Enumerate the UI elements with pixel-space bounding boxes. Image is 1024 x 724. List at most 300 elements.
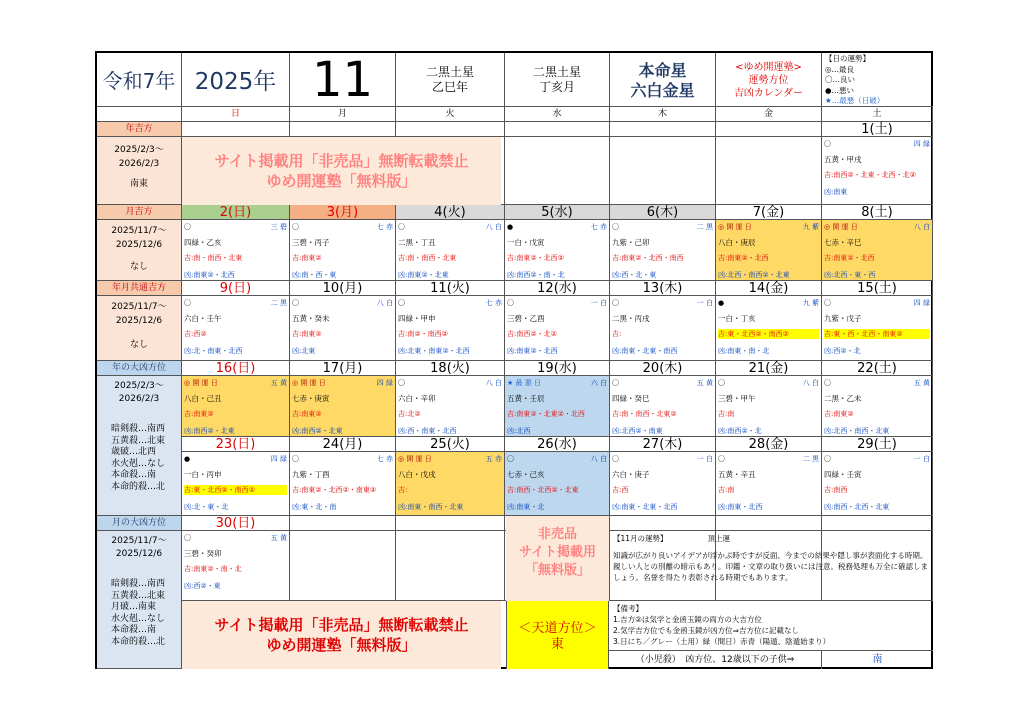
day-kanshi: 五黄・辛丑 [718,470,756,479]
day-kanshi: 九紫・戊子 [824,314,862,323]
empty-day-head [290,122,396,137]
day-star: 四 緑 [270,455,287,463]
day-lucky-dirs: 吉:南東② [292,254,322,262]
fortune-mark: ● [507,223,514,231]
day-header: 21(金) [716,361,822,376]
day-lucky-dirs: 吉: [398,486,408,494]
kyotsu-end: 2025/12/6 [115,316,163,326]
day-kanshi: 四緑・癸巳 [612,394,650,403]
day-header: 28(金) [716,437,822,452]
day-unlucky-dirs: 凶:南東②・北東 [398,271,449,279]
empty-day-head [822,516,933,531]
day-lucky-dirs: 吉:東・西・北西・南東② [824,329,930,339]
empty-day-head [610,516,716,531]
empty-day-cell [290,531,396,601]
day-star: 一 白 [696,455,713,463]
day-lucky-dirs: 吉:南東②・北西 [718,254,769,262]
day-header: 30(日) [182,516,290,531]
daikyo-item: 月破…南東 [111,602,157,612]
daikyo-item: 水火剋…なし [111,613,166,624]
kyotsu-label: 年月共通吉方 [97,281,182,296]
month-star [505,53,610,107]
day-cell [396,220,505,281]
shoni-label: （小児殺） 凶方位、12歳以下の子供⇒ [609,651,822,669]
day-cell [290,376,396,437]
fortune-mark: 〇 [184,299,191,307]
day-unlucky-dirs: 凶:西②・北 [824,347,861,355]
weekday-2: 火 [396,107,505,122]
day-header: 15(土) [822,281,933,296]
day-kanshi: 七赤・己亥 [507,470,545,479]
empty-day-head [182,122,290,137]
day-header: 10(月) [290,281,396,296]
promo-mid-line3: 「無料版」 [524,563,590,578]
year-label: 2025年 [182,53,290,107]
day-kanshi: 六白・庚子 [612,470,650,479]
honmei-title: 本命星 [638,61,687,80]
nenkichi-box [97,137,182,205]
day-star: 二 黒 [802,455,819,463]
fortune-mark: 〇 [398,379,405,387]
day-star: 五 黄 [270,379,287,387]
gekkichi-label: 月吉方 [97,205,182,220]
day-cell [182,296,290,361]
day-header: 11(火) [396,281,505,296]
fortune-rank: 頂上運 [707,534,731,543]
day-kanshi: 六白・辛卯 [398,394,436,403]
day-kanshi: 五黄・甲戌 [824,155,862,164]
empty-day-cell [396,531,505,601]
day-kanshi: 五黄・癸未 [292,314,330,323]
fortune-mark: 〇 [612,455,619,463]
weekday-5: 金 [716,107,822,122]
day-kanshi: 五黄・壬辰 [507,394,545,403]
day-cell [505,220,610,281]
fortune-mark: 〇 [292,223,299,231]
day-kanshi: 三碧・丙子 [292,238,330,247]
fortune-mark: 〇 [824,455,831,463]
daikyo-item: 本命殺…南 [111,625,157,635]
day-star: 九 紫 [802,299,819,307]
day-cell [396,452,505,516]
day-cell [505,452,610,516]
day-lucky-dirs: 吉:南東②・北西② [507,254,564,262]
getsudaikyo-box [97,531,182,669]
notes-box [609,601,933,651]
day-star: 七 赤 [590,223,607,231]
day-kanshi: 四緑・壬寅 [824,470,862,479]
day-kanshi: 二黒・乙未 [824,394,862,403]
day-header: 1(土) [822,122,933,137]
promo-top-line2: ゆめ開運塾「無料版」 [266,172,417,190]
day-cell [822,296,933,361]
day-lucky-dirs: 吉:西 [612,486,629,494]
day-lucky-dirs: 吉:南東②・北西・南西 [612,254,684,262]
fortune-mark: 〇 [184,534,191,542]
fortune-mark: ◎ 開 運 日 [398,455,432,463]
legend-best: ◎…最良 [825,64,855,74]
empty-day-cell [716,137,822,205]
day-unlucky-dirs: 凶:南東②・北西 [184,271,235,279]
day-cell [396,296,505,361]
empty-day-head [396,122,505,137]
day-unlucky-dirs: 凶:西・南東・北西 [398,427,457,435]
fortune-mark: ◎ 開 運 日 [184,379,218,387]
day-unlucky-dirs: 凶:西②・東 [184,582,221,590]
day-unlucky-dirs: 凶:南東②・北西 [507,347,558,355]
day-lucky-dirs: 吉:南西・北西②・北東 [507,486,579,494]
day-kanshi: 四緑・乙亥 [184,238,222,247]
day-kanshi: 三碧・乙酉 [507,314,545,323]
day-lucky-dirs: 吉:南西②・北東・北西・北② [824,171,916,179]
day-header: 13(木) [610,281,716,296]
day-lucky-dirs: 吉:東・北西②・南西② [184,485,287,495]
fortune-mark: 〇 [507,299,514,307]
brand-sub2: 吉凶カレンダー [733,88,804,99]
getsudaikyo-end: 2025/12/6 [115,549,163,559]
day-lucky-dirs: 吉:南・南西・北東 [398,254,457,262]
empty-day-head [290,516,396,531]
promo-bottom-line2: ゆめ開運塾「無料版」 [266,636,417,654]
day-star: 五 赤 [485,455,502,463]
day-star: 五 黄 [270,534,287,542]
daikyo-item: 暗剣殺…南西 [111,424,166,434]
year-kanshi: 乙巳年 [431,80,468,94]
day-unlucky-dirs: 凶:北・東・北 [184,503,229,511]
day-kanshi: 八白・庚辰 [718,238,756,247]
day-unlucky-dirs: 凶:南東・北 [507,503,545,511]
day-star: 六 白 [590,379,607,387]
day-star: 七 赤 [376,455,393,463]
day-lucky-dirs: 吉:南 [718,486,735,494]
day-kanshi: 八白・戊戌 [398,470,436,479]
daikyo-item: 五黄殺…北東 [111,590,166,601]
day-unlucky-dirs: 凶:北西・南西②・北東 [718,271,790,279]
day-cell [182,531,290,601]
fortune-mark: 〇 [718,455,725,463]
day-header: 17(月) [290,361,396,376]
promo-top-line1: サイト掲載用「非売品」無断転載禁止 [214,152,469,170]
daikyo-item: 本命的殺…北 [111,481,166,492]
day-header: 22(土) [822,361,933,376]
daikyo-item: 本命的殺…北 [111,636,166,647]
day-unlucky-dirs: 凶:南西・北西・北東 [824,503,890,511]
fortune-mark: 〇 [612,379,619,387]
notes-title: 【備考】 [613,604,643,613]
day-header: 16(日) [182,361,290,376]
day-header: 26(水) [505,437,610,452]
day-cell [182,452,290,516]
getsudaikyo-start: 2025/11/7～ [111,536,167,546]
era-label: 令和7年 [97,53,182,107]
legend-worst: ★…最悪（日破） [825,96,885,105]
day-header: 9(日) [182,281,290,296]
day-header: 24(月) [290,437,396,452]
gekkichi-dir: なし [129,262,148,272]
fortune-text: 知識が広がり良いアイデアが浮かぶ時ですが反面、今までの結果や隠し事が表面化する時期。親しい人との別離の暗示もあり。印鑑・文章の取り扱いには注意。税務処理も万全に確認しましょう。名誉を得たり表彰される時期でもあります。 [613,551,928,582]
gekkichi-box [97,220,182,281]
day-cell [290,452,396,516]
day-star: 五 黄 [696,379,713,387]
day-cell [716,376,822,437]
empty-day-head [610,122,716,137]
fortune-mark: 〇 [612,299,619,307]
day-cell [610,452,716,516]
day-unlucky-dirs: 凶:北西 [507,427,531,435]
day-unlucky-dirs: 凶:南東・南西・北東 [398,503,464,511]
daikyo-item: 本命殺…南 [111,470,157,480]
day-lucky-dirs: 吉:南・南西・北東② [612,410,677,418]
day-cell [610,376,716,437]
empty-day-head [505,122,610,137]
day-unlucky-dirs: 凶:西・北・東 [612,271,657,279]
promo-bottom-line1: サイト掲載用「非売品」無断転載禁止 [214,616,469,634]
empty-day-cell [610,137,716,205]
day-star: 九 紫 [802,223,819,231]
day-unlucky-dirs: 凶:南・西・東 [292,271,337,279]
fortune-mark: 〇 [824,379,831,387]
day-cell [822,452,933,516]
day-lucky-dirs: 吉:南東②・北西②・南東② [292,486,377,494]
honmei-value: 六白金星 [630,81,695,100]
tendo-direction-box [506,601,609,669]
day-unlucky-dirs: 凶:北西・東・西 [824,271,876,279]
legend-box [822,53,933,107]
daikyo-item: 五黄殺…北東 [111,435,166,446]
month-kanshi: 丁亥月 [538,80,575,94]
empty-day-head [716,516,822,531]
day-cell [182,220,290,281]
fortune-mark: ● [718,299,725,307]
fortune-mark: ◎ 開 運 日 [292,379,326,387]
day-cell [716,296,822,361]
nenkichi-start: 2025/2/3～ [114,145,164,155]
day-header: 25(火) [396,437,505,452]
day-header: 19(水) [505,361,610,376]
promo-mid-line1: 非売品 [537,527,577,542]
day-unlucky-dirs: 凶:北西・南西・北東 [824,427,890,435]
day-cell [822,137,933,205]
day-unlucky-dirs: 凶:東・北・南 [292,503,337,511]
day-star: 五 黄 [913,379,930,387]
day-lucky-dirs: 吉:北② [398,410,421,418]
day-star: 三 碧 [270,223,287,231]
fortune-mark: 〇 [718,379,725,387]
fortune-mark: 〇 [612,223,619,231]
day-star: 八 白 [485,223,502,231]
day-kanshi: 九紫・己卯 [612,238,650,247]
day-star: 二 黒 [270,299,287,307]
day-kanshi: 一白・戊寅 [507,238,545,247]
kyotsu-start: 2025/11/7～ [111,302,167,312]
day-star: 一 白 [913,455,930,463]
day-header: 8(土) [822,205,933,220]
fortune-mark: 〇 [398,223,405,231]
month-star-name: 二黒土星 [532,65,581,79]
fortune-mark: 〇 [398,299,405,307]
day-cell [182,376,290,437]
day-header: 3(月) [290,205,396,220]
day-lucky-dirs: 吉:南②・南西② [398,330,448,338]
day-unlucky-dirs: 凶:北東 [292,347,316,355]
day-star: 一 白 [590,299,607,307]
day-unlucky-dirs: 凶:南東・北西 [718,503,763,511]
month-number: 11 [290,53,396,107]
day-cell [716,452,822,516]
getsudaikyo-label: 月の大凶方位 [97,516,182,531]
fortune-mark: ★ 最 悪 日 [507,379,541,387]
day-lucky-dirs: 吉:西② [184,330,207,338]
day-unlucky-dirs: 凶:南西②・北東 [184,427,235,435]
daikyo-item: 水火剋…なし [111,458,166,469]
day-cell [505,376,610,437]
day-star: 四 緑 [376,379,393,387]
day-cell [610,296,716,361]
weekday-4: 木 [610,107,716,122]
tendo-label: ＜天道方位＞ [518,621,597,636]
nendaikyo-label: 年の大凶方位 [97,361,182,376]
legend-good: 〇…良い [825,75,855,84]
day-cell [505,296,610,361]
day-header: 23(日) [182,437,290,452]
day-header: 6(木) [610,205,716,220]
day-kanshi: 四緑・甲申 [398,314,436,323]
day-header: 12(水) [505,281,610,296]
fortune-mark: ● [184,455,191,463]
day-lucky-dirs: 吉:南東②・北東②・北西 [507,410,585,418]
day-lucky-dirs: 吉:南東② [292,410,322,418]
day-cell [396,376,505,437]
kyotsu-box [97,296,182,361]
fortune-mark: 〇 [184,223,191,231]
day-lucky-dirs: 吉:南西②・北② [507,330,557,338]
day-unlucky-dirs: 凶:南東 [824,188,848,196]
day-cell [822,376,933,437]
nendaikyo-end: 2026/2/3 [118,394,160,404]
day-unlucky-dirs: 凶:南東・北東・北西 [612,503,678,511]
monthly-fortune-box [609,531,933,601]
day-header: 27(木) [610,437,716,452]
day-cell [610,220,716,281]
day-header: 5(水) [505,205,610,220]
legend-bad: ●…悪い [825,85,855,95]
notes-item-1: 1.吉方②は気学と金函玉鏡の両方の大吉方位 [613,615,762,624]
day-star: 一 白 [696,299,713,307]
day-cell [290,296,396,361]
day-kanshi: 二黒・丁丑 [398,238,436,247]
day-cell [290,220,396,281]
empty-day-head [396,516,505,531]
nenkichi-dir: 南東 [129,179,148,189]
empty-day-head [716,122,822,137]
year-star [396,53,505,107]
brand-name: <ゆめ開運塾> [735,62,802,73]
nenkichi-end: 2026/2/3 [118,159,160,169]
day-lucky-dirs: 吉:東・北西②・南西② [718,329,819,339]
fortune-mark: 〇 [824,299,831,307]
day-unlucky-dirs: 凶:南東・南・北 [718,347,770,355]
promo-banner-top [182,137,501,205]
daikyo-item: 暗剣殺…南西 [111,579,166,589]
day-header: 14(金) [716,281,822,296]
day-star: 七 赤 [376,223,393,231]
day-lucky-dirs: 吉:南東②・北西 [824,254,875,262]
day-unlucky-dirs: 凶:南西②・北東 [292,427,343,435]
nenkichi-label: 年吉方 [97,122,182,137]
day-kanshi: 六白・壬午 [184,314,222,323]
day-lucky-dirs: 吉:南西 [824,486,848,494]
day-star: 二 黒 [696,223,713,231]
weekday-corner [97,107,182,122]
weekday-1: 月 [290,107,396,122]
day-cell [822,220,933,281]
promo-box-mid [506,516,609,601]
day-star: 七 赤 [485,299,502,307]
nendaikyo-start: 2025/2/3～ [114,381,164,391]
promo-banner-bottom [182,601,501,669]
day-lucky-dirs: 吉:南 [718,410,735,418]
nendaikyo-box [97,376,182,516]
day-lucky-dirs: 吉:南東② [824,410,854,418]
day-cell [716,220,822,281]
daikyo-item: 歳破…北西 [111,447,157,457]
day-lucky-dirs: 吉: [612,330,622,338]
day-kanshi: 八白・己丑 [184,394,222,403]
gekkichi-start: 2025/11/7～ [111,226,167,236]
day-unlucky-dirs: 凶:北・南東・北西 [184,347,243,355]
weekday-3: 水 [505,107,610,122]
day-kanshi: 三碧・甲午 [718,394,756,403]
day-star: 八 白 [376,299,393,307]
calendar-frame [95,51,933,669]
fortune-mark: 〇 [292,299,299,307]
day-star: 八 白 [802,379,819,387]
fortune-title: 【11月の運勢】 [613,534,668,543]
brand-box [716,53,822,107]
fortune-mark: 〇 [507,455,514,463]
year-star-name: 二黒土星 [425,65,474,79]
day-header: 20(木) [610,361,716,376]
promo-mid-line2: サイト掲載用 [518,545,597,560]
fortune-mark: ◎ 開 運 日 [718,223,752,231]
fortune-mark: ◎ 開 運 日 [824,223,858,231]
day-kanshi: 二黒・丙戌 [612,314,650,323]
gekkichi-end: 2025/12/6 [115,240,163,250]
day-kanshi: 一白・丙申 [184,470,222,479]
day-lucky-dirs: 吉:南東②・南・北 [184,565,242,573]
legend-title: 【日の運勢】 [825,54,870,63]
day-header: 18(火) [396,361,505,376]
day-kanshi: 一白・丁亥 [718,314,756,323]
day-lucky-dirs: 吉:南東② [184,410,214,418]
day-star: 八 白 [590,455,607,463]
fortune-mark: 〇 [292,455,299,463]
day-header: 29(土) [822,437,933,452]
notes-item-3: 3.日にち／グレー（土用）緑（間日）赤青（陽遁、陰遁始まり） [613,637,831,646]
shoni-dir: 南 [872,654,883,665]
day-header: 4(火) [396,205,505,220]
day-header: 7(金) [716,205,822,220]
day-star: 八 白 [913,223,930,231]
day-kanshi: 三碧・癸卯 [184,549,222,558]
day-unlucky-dirs: 凶:南西②・南・北 [507,271,565,279]
notes-item-2: 2.気学吉方位でも金函玉鏡が凶方位⇒吉方位に記載なし [613,626,799,635]
day-star: 四 緑 [913,140,930,148]
kyotsu-dir: なし [129,340,148,350]
fortune-mark: 〇 [824,140,831,148]
empty-day-cell [505,137,610,205]
day-unlucky-dirs: 凶:北西②・南東 [612,427,663,435]
